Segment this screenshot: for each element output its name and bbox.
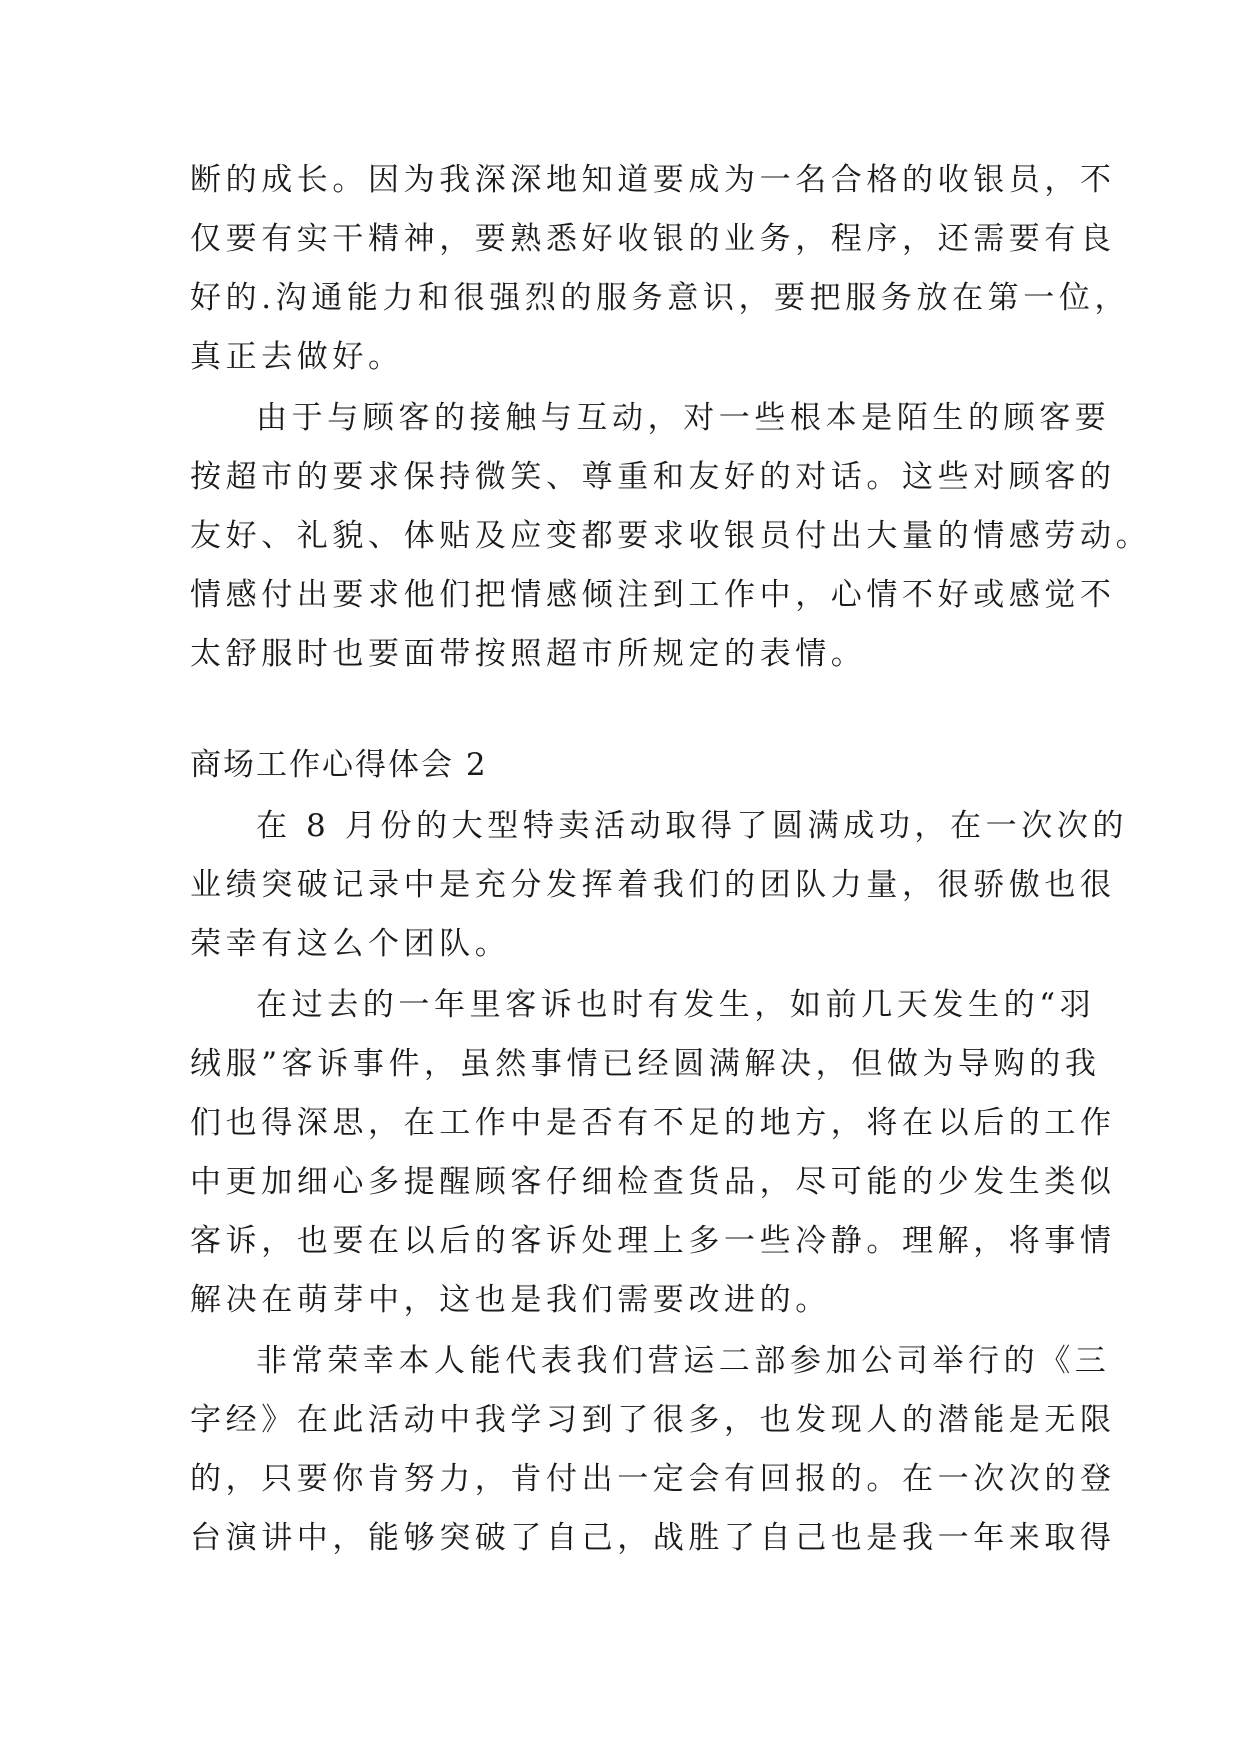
paragraph-line: 好的.沟通能力和很强烈的服务意识，要把服务放在第一位，	[190, 280, 1131, 316]
paragraph-line: 按超市的要求保持微笑、尊重和友好的对话。这些对顾客的	[190, 459, 1116, 495]
paragraph-line: 真正去做好。	[190, 339, 404, 375]
paragraph-line: 业绩突破记录中是充分发挥着我们的团队力量，很骄傲也很	[190, 867, 1116, 903]
paragraph-line: 仅要有实干精神，要熟悉好收银的业务，程序，还需要有良	[190, 221, 1116, 257]
paragraph-line: 字经》在此活动中我学习到了很多，也发现人的潜能是无限	[190, 1402, 1116, 1438]
paragraph-line: 解决在萌芽中，这也是我们需要改进的。	[190, 1282, 831, 1318]
paragraph-line: 荣幸有这么个团队。	[190, 926, 511, 962]
paragraph-line: 友好、礼貌、体贴及应变都要求收银员付出大量的情感劳动。	[190, 518, 1152, 554]
paragraph-line: 中更加细心多提醒顾客仔细检查货品，尽可能的少发生类似	[190, 1164, 1116, 1200]
paragraph-line: 们也得深思，在工作中是否有不足的地方，将在以后的工作	[190, 1105, 1116, 1141]
paragraph-line: 太舒服时也要面带按照超市所规定的表情。	[190, 636, 867, 672]
paragraph-line: 断的成长。因为我深深地知道要成为一名合格的收银员，不	[190, 162, 1116, 198]
paragraph-line: 在 8 月份的大型特卖活动取得了圆满成功，在一次次的	[256, 808, 1129, 844]
paragraph-line: 情感付出要求他们把情感倾注到工作中，心情不好或感觉不	[190, 577, 1116, 613]
paragraph-line: 非常荣幸本人能代表我们营运二部参加公司举行的《三	[256, 1343, 1111, 1379]
paragraph-line: 在过去的一年里客诉也时有发生，如前几天发生的“羽	[256, 987, 1096, 1023]
paragraph-line: 绒服”客诉事件，虽然事情已经圆满解决，但做为导购的我	[190, 1046, 1101, 1082]
section-heading: 商场工作心得体会 2	[190, 747, 488, 783]
paragraph-line: 台演讲中，能够突破了自己，战胜了自己也是我一年来取得	[190, 1520, 1116, 1556]
paragraph-line: 的，只要你肯努力，肯付出一定会有回报的。在一次次的登	[190, 1461, 1116, 1497]
paragraph-line: 客诉，也要在以后的客诉处理上多一些冷静。理解，将事情	[190, 1223, 1116, 1259]
paragraph-line: 由于与顾客的接触与互动，对一些根本是陌生的顾客要	[256, 400, 1111, 436]
